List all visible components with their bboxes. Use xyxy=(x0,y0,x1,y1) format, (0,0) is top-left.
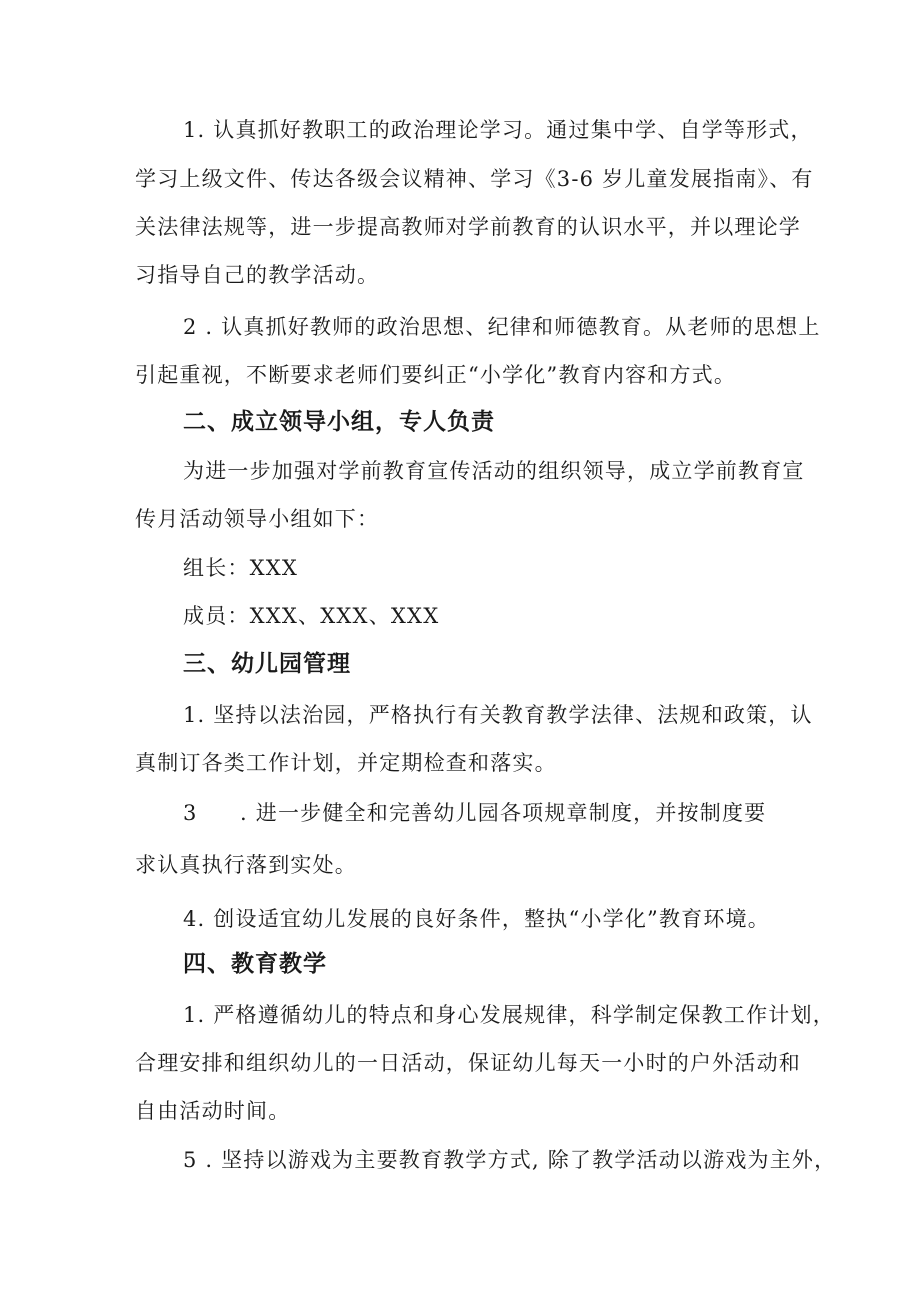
paragraph-1-line-1: 1. 认真抓好教职工的政治理论学习。通过集中学、自学等形式， xyxy=(183,118,813,142)
paragraph-2-line-1: 2 . 认真抓好教师的政治思想、纪律和师德教育。从老师的思想上 xyxy=(183,315,821,339)
paragraph-5-line-2: 求认真执行落到实处。 xyxy=(135,853,357,877)
paragraph-1-line-4: 习指导自己的教学活动。 xyxy=(135,263,380,287)
section-heading-2: 二、成立领导小组，专人负责 xyxy=(183,409,495,435)
paragraph-8-line-1: 5 . 坚持以游戏为主要教育教学方式, 除了教学活动以游戏为主外， xyxy=(183,1148,837,1172)
paragraph-3-line-2: 传月活动领导小组如下： xyxy=(135,507,380,531)
paragraph-3-line-1: 为进一步加强对学前教育宣传活动的组织领导，成立学前教育宣 xyxy=(183,459,805,483)
paragraph-7-line-1: 1. 严格遵循幼儿的特点和身心发展规律，科学制定保教工作计划， xyxy=(183,1003,835,1027)
paragraph-5-number: 3 xyxy=(183,801,198,825)
section-heading-3: 三、幼儿园管理 xyxy=(183,651,351,677)
paragraph-1-line-3: 关法律法规等，进一步提高教师对学前教育的认识水平，并以理论学 xyxy=(135,215,801,239)
paragraph-4-line-2: 真制订各类工作计划，并定期检查和落实。 xyxy=(135,751,557,775)
paragraph-7-line-2: 合理安排和组织幼儿的一日活动，保证幼儿每天一小时的户外活动和 xyxy=(135,1051,801,1075)
paragraph-2-line-2: 引起重视，不断要求老师们要纠正“小学化”教育内容和方式。 xyxy=(135,363,737,387)
paragraph-1-line-2: 学习上级文件、传达各级会议精神、学习《3-6 岁儿童发展指南》、有 xyxy=(135,167,814,191)
paragraph-7-line-3: 自由活动时间。 xyxy=(135,1099,291,1123)
members-line: 成员：XXX、XXX、XXX xyxy=(183,604,440,628)
paragraph-4-line-1: 1. 坚持以法治园，严格执行有关教育教学法律、法规和政策，认 xyxy=(183,703,813,727)
leader-line: 组长：XXX xyxy=(183,556,299,580)
section-heading-4: 四、教育教学 xyxy=(183,951,327,977)
paragraph-6: 4. 创设适宜幼儿发展的良好条件，整执“小学化”教育环境。 xyxy=(183,907,770,931)
paragraph-5-line-1: . 进一步健全和完善幼儿园各项规章制度，并按制度要 xyxy=(240,801,767,825)
